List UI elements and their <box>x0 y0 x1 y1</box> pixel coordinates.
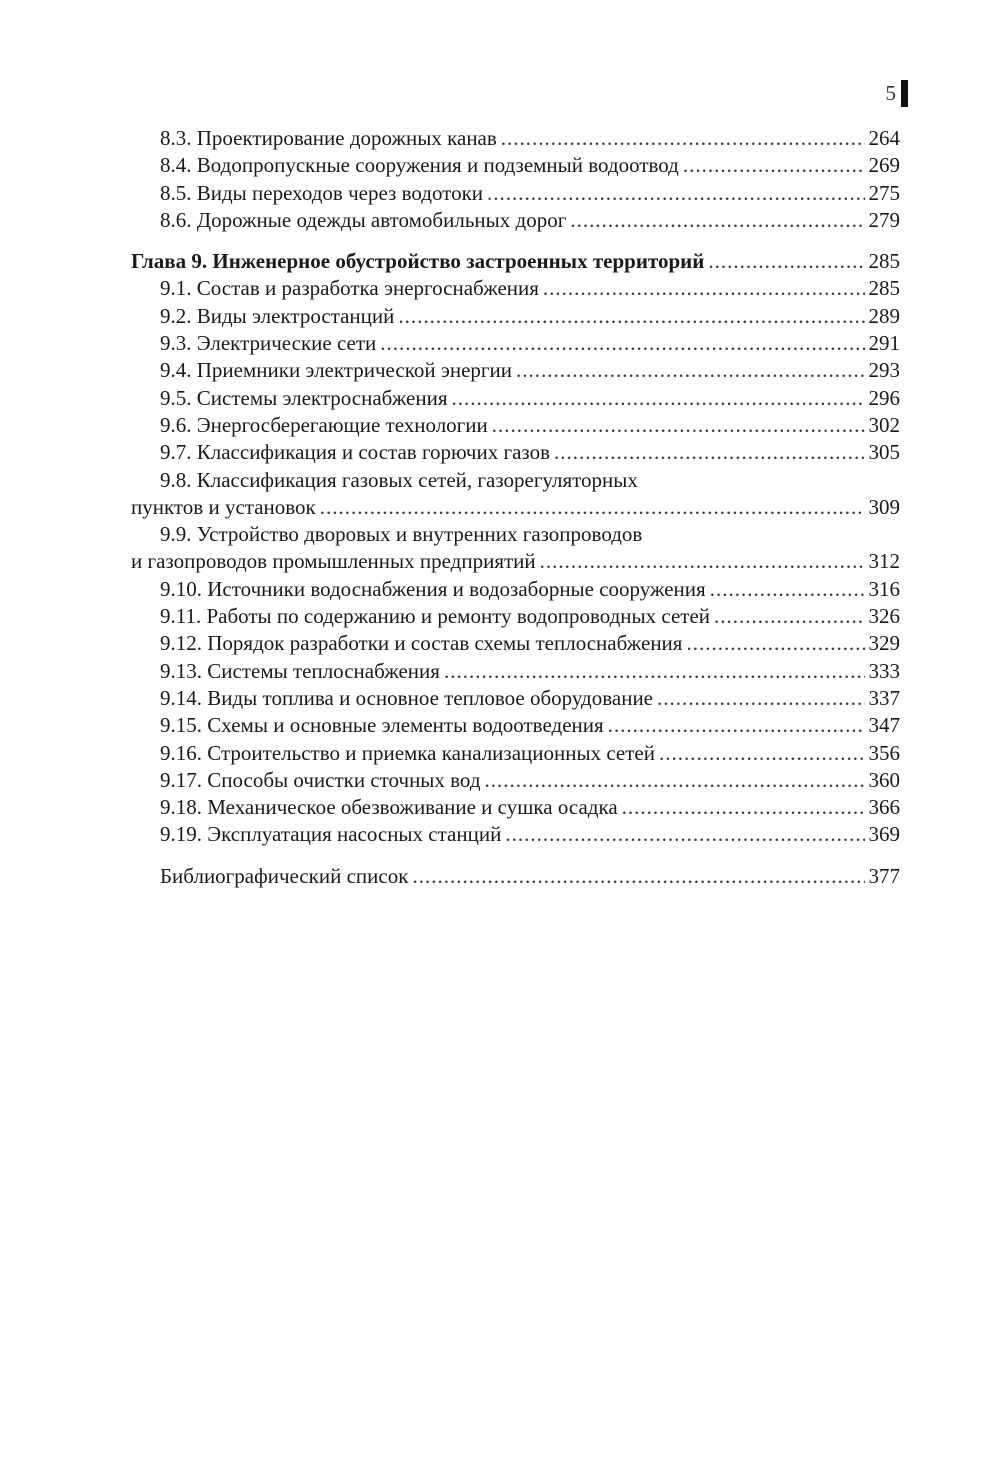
toc-entry-8-6[interactable] <box>131 207 900 234</box>
toc-entry-label: 9.17. Способы очистки сточных вод <box>160 767 481 792</box>
toc-entry-page: 329 <box>868 631 900 656</box>
toc-entry-8-4[interactable] <box>131 152 900 179</box>
toc-entry-9-12[interactable] <box>131 630 900 657</box>
toc-entry-page: 366 <box>868 795 900 820</box>
dot-leader <box>659 740 865 767</box>
page-edge-marker <box>901 80 908 107</box>
toc-entry-page: 337 <box>868 685 900 710</box>
toc-entry-label: 8.4. Водопропускные сооружения и подземный водоотвод <box>160 153 679 178</box>
dot-leader <box>570 207 864 234</box>
toc-entry-page: 347 <box>868 713 900 738</box>
toc-entry-9-9[interactable] <box>131 521 900 576</box>
toc-entry-9-2[interactable] <box>131 303 900 330</box>
dot-leader <box>543 275 865 302</box>
dot-leader <box>452 385 865 412</box>
toc-entry-page: 326 <box>868 604 900 629</box>
toc-entry-9-14[interactable] <box>131 685 900 712</box>
toc-entry-label: 9.5. Системы электроснабжения <box>160 385 448 410</box>
dot-leader <box>657 685 865 712</box>
dot-leader <box>320 494 865 521</box>
toc-entry-9-15[interactable] <box>131 712 900 739</box>
toc-entry-page: 291 <box>868 331 900 356</box>
dot-leader <box>380 330 864 357</box>
toc-entry-9-8[interactable] <box>131 467 900 522</box>
toc-entry-9-17[interactable] <box>131 767 900 794</box>
dot-leader <box>487 180 864 207</box>
toc-entry-label: 9.11. Работы по содержанию и ремонту водопроводных сетей <box>160 604 711 629</box>
toc-entry-label: 8.6. Дорожные одежды автомобильных дорог <box>160 207 567 232</box>
toc-bibliography-label: Библиографический список <box>160 863 409 888</box>
toc-entry-8-5[interactable] <box>131 180 900 207</box>
table-of-contents <box>131 125 900 890</box>
toc-entry-page: 285 <box>868 276 900 301</box>
toc-entry-label: 9.10. Источники водоснабжения и водозаборные сооружения <box>160 576 706 601</box>
toc-entry-page: 264 <box>868 126 900 150</box>
toc-entry-label: 9.6. Энергосберегающие технологии <box>160 412 488 437</box>
dot-leader <box>710 576 865 603</box>
dot-leader <box>714 603 864 630</box>
dot-leader <box>540 548 865 575</box>
toc-entry-label-line2: и газопроводов промышленных предприятий <box>131 549 536 574</box>
toc-entry-page: 360 <box>868 767 900 792</box>
toc-chapter-label: Глава 9. Инженерное обустройство застроенных территорий <box>131 249 705 274</box>
toc-entry-9-1[interactable] <box>131 275 900 302</box>
toc-entry-page: 293 <box>868 358 900 383</box>
dot-leader <box>444 658 865 685</box>
toc-entry-page: 356 <box>868 740 900 765</box>
dot-leader <box>554 439 865 466</box>
toc-entry-page: 316 <box>868 576 900 601</box>
toc-entry-9-10[interactable] <box>131 576 900 603</box>
toc-entry-label: 9.16. Строительство и приемка канализационных сетей <box>160 740 655 765</box>
toc-entry-page: 309 <box>868 494 900 519</box>
toc-bibliography[interactable] <box>131 863 900 890</box>
toc-entry-9-3[interactable] <box>131 330 900 357</box>
toc-chapter-9[interactable] <box>131 248 900 275</box>
toc-entry-label-line2: пунктов и установок <box>131 494 316 519</box>
toc-entry-page: 333 <box>868 658 900 683</box>
toc-entry-page: 302 <box>868 412 900 437</box>
dot-leader <box>505 821 864 848</box>
toc-entry-label: 9.14. Виды топлива и основное тепловое оборудование <box>160 685 653 710</box>
toc-entry-label: 9.18. Механическое обезвоживание и сушка осадка <box>160 795 618 820</box>
toc-entry-page: 275 <box>868 180 900 205</box>
toc-entry-label-line1: 9.9. Устройство дворовых и внутренних газопроводов <box>160 522 643 547</box>
toc-entry-label: 9.3. Электрические сети <box>160 331 377 356</box>
toc-entry-label: 9.4. Приемники электрической энергии <box>160 358 512 383</box>
page-number: 5 <box>885 81 896 105</box>
toc-entry-9-6[interactable] <box>131 412 900 439</box>
toc-entry-label-line1: 9.8. Классификация газовых сетей, газорегуляторных <box>160 467 638 492</box>
toc-bibliography-page: 377 <box>868 863 900 888</box>
toc-entry-9-19[interactable] <box>131 821 900 848</box>
toc-entry-9-5[interactable] <box>131 385 900 412</box>
toc-entry-9-13[interactable] <box>131 658 900 685</box>
dot-leader <box>708 248 864 275</box>
toc-entry-label: 8.5. Виды переходов через водотоки <box>160 180 484 205</box>
toc-entry-page: 296 <box>868 385 900 410</box>
toc-entry-page: 305 <box>868 440 900 465</box>
toc-entry-label: 9.2. Виды электростанций <box>160 303 395 328</box>
toc-entry-label: 9.7. Классификация и состав горючих газов <box>160 440 550 465</box>
toc-entry-label: 9.1. Состав и разработка энергоснабжения <box>160 276 539 301</box>
toc-entry-8-3[interactable] <box>131 125 900 152</box>
dot-leader <box>492 412 865 439</box>
toc-entry-label: 9.12. Порядок разработки и состав схемы теплоснабжения <box>160 631 683 656</box>
dot-leader <box>683 152 865 179</box>
toc-entry-label: 9.13. Системы теплоснабжения <box>160 658 440 683</box>
dot-leader <box>501 125 865 152</box>
toc-entry-9-11[interactable] <box>131 603 900 630</box>
dot-leader <box>686 630 864 657</box>
toc-chapter-page: 285 <box>868 249 900 274</box>
dot-leader <box>622 794 865 821</box>
toc-entry-page: 269 <box>868 153 900 178</box>
toc-entry-page: 369 <box>868 822 900 847</box>
toc-entry-label: 8.3. Проектирование дорожных канав <box>160 126 497 150</box>
dot-leader <box>485 767 865 794</box>
toc-entry-9-4[interactable] <box>131 357 900 384</box>
dot-leader <box>516 357 865 384</box>
toc-entry-9-16[interactable] <box>131 740 900 767</box>
toc-entry-page: 279 <box>868 207 900 232</box>
toc-entry-page: 289 <box>868 303 900 328</box>
dot-leader <box>412 863 864 890</box>
dot-leader <box>608 712 865 739</box>
toc-entry-9-7[interactable] <box>131 439 900 466</box>
toc-entry-label: 9.15. Схемы и основные элементы водоотведения <box>160 713 604 738</box>
toc-entry-9-18[interactable] <box>131 794 900 821</box>
toc-entry-page: 312 <box>868 549 900 574</box>
toc-entry-label: 9.19. Эксплуатация насосных станций <box>160 822 502 847</box>
dot-leader <box>398 303 864 330</box>
